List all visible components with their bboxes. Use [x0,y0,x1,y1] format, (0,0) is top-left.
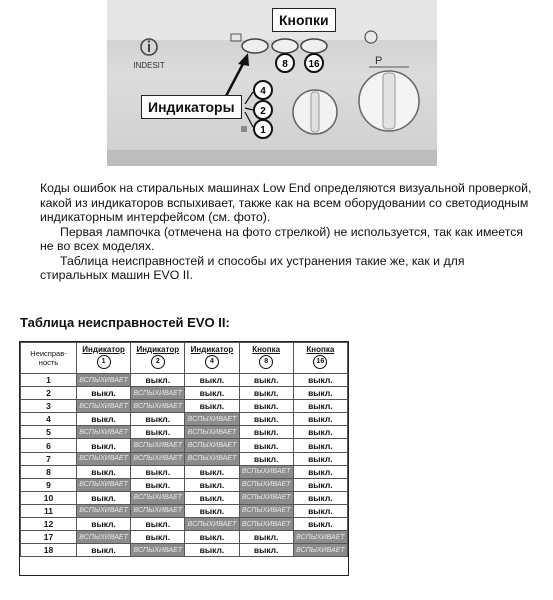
state-flash-cell: ВСПЫХИВАЕТ [131,504,185,517]
table-row [21,413,348,426]
state-off-cell: выкл. [293,452,347,465]
state-flash-cell: ВСПЫХИВАЕТ [239,478,293,491]
table-row [21,387,348,400]
state-off-cell: выкл. [185,387,239,400]
state-flash-cell: ВСПЫХИВАЕТ [239,504,293,517]
callout-indicators: Индикаторы [141,95,242,119]
state-flash-cell: ВСПЫХИВАЕТ [185,426,239,439]
state-off-cell: выкл. [185,478,239,491]
fault-code-cell: 11 [21,504,77,517]
state-flash-cell: ВСПЫХИВАЕТ [239,518,293,531]
state-off-cell: выкл. [77,518,131,531]
table-row [21,544,348,557]
state-off-cell: выкл. [293,413,347,426]
state-off-cell: выкл. [131,531,185,544]
table-body [21,374,348,557]
state-off-cell: выкл. [293,374,347,387]
state-off-cell: выкл. [293,518,347,531]
paragraph-error-codes: Коды ошибок на стиральных машинах Low End определяются визуальной проверкой, какой из индикаторов вспыхивает, также как на всем оборудовании со светодиодным индикаторным интерфейсом (см. фото). [40,181,532,224]
table-row [21,478,348,491]
callout-buttons: Кнопки [272,8,336,32]
indicator-4-number: 4 [260,86,266,97]
fault-code-cell: 2 [21,387,77,400]
fault-code-cell: 18 [21,544,77,557]
header-number-circle: 16 [313,355,327,369]
state-off-cell: выкл. [239,544,293,557]
header-number-circle: 4 [205,355,219,369]
state-off-cell: выкл. [185,504,239,517]
state-flash-cell: ВСПЫХИВАЕТ [185,439,239,452]
state-off-cell: выкл. [185,544,239,557]
state-flash-cell: ВСПЫХИВАЕТ [131,439,185,452]
state-flash-cell: ВСПЫХИВАЕТ [77,400,131,413]
state-off-cell: выкл. [131,374,185,387]
state-off-cell: выкл. [131,465,185,478]
state-off-cell: выкл. [77,413,131,426]
state-flash-cell: ВСПЫХИВАЕТ [239,491,293,504]
state-flash-cell: ВСПЫХИВАЕТ [131,400,185,413]
state-flash-cell: ВСПЫХИВАЕТ [77,504,131,517]
table-row [21,426,348,439]
header-number-circle: 8 [259,355,273,369]
header-col-5 [293,343,347,374]
state-off-cell: выкл. [185,531,239,544]
state-flash-cell: ВСПЫХИВАЕТ [185,413,239,426]
program-letter: P [375,55,383,67]
state-off-cell: выкл. [185,374,239,387]
paragraph-evo-reference: Таблица неисправностей и способы их устранения такие же, как и для стиральных машин EVO II. [40,253,465,282]
state-off-cell: выкл. [239,413,293,426]
state-flash-cell: ВСПЫХИВАЕТ [131,387,185,400]
state-off-cell: выкл. [293,465,347,478]
state-off-cell: выкл. [239,531,293,544]
state-off-cell: выкл. [77,465,131,478]
header-label: Индикатор [190,345,234,354]
fault-code-cell: 10 [21,491,77,504]
indicator-1-number: 1 [260,125,266,136]
state-off-cell: выкл. [185,400,239,413]
state-off-cell: выкл. [185,491,239,504]
table-header-row [21,343,348,374]
state-flash-cell: ВСПЫХИВАЕТ [293,531,347,544]
state-flash-cell: ВСПЫХИВАЕТ [239,465,293,478]
fault-code-cell: 6 [21,439,77,452]
state-off-cell: выкл. [293,426,347,439]
state-off-cell: выкл. [77,544,131,557]
fault-code-cell: 8 [21,465,77,478]
table-row [21,400,348,413]
fault-code-cell: 17 [21,531,77,544]
state-off-cell: выкл. [239,374,293,387]
table-row [21,491,348,504]
washer-panel-photo [107,0,437,166]
fault-code-cell: 1 [21,374,77,387]
indicator-2-number: 2 [260,106,266,117]
paragraph-first-lamp: Первая лампочка (отмечена на фото стрелкой) не используется, так как имеется не во всех моделях. [40,224,524,253]
state-off-cell: выкл. [293,400,347,413]
button-8-number: 8 [282,59,288,70]
state-off-cell: выкл. [293,439,347,452]
power-icon [365,31,377,43]
fault-code-cell: 7 [21,452,77,465]
header-label: Кнопка [306,345,335,354]
state-off-cell: выкл. [239,452,293,465]
state-off-cell: выкл. [131,426,185,439]
description-text [40,181,535,283]
state-off-cell: выкл. [131,413,185,426]
brand-label: INDESIT [133,61,165,70]
state-off-cell: выкл. [131,518,185,531]
state-flash-cell: ВСПЫХИВАЕТ [131,452,185,465]
header-col-2 [131,343,185,374]
state-off-cell: выкл. [77,387,131,400]
state-flash-cell: ВСПЫХИВАЕТ [293,544,347,557]
fault-code-cell: 3 [21,400,77,413]
header-label: Кнопка [252,345,281,354]
state-off-cell: выкл. [239,387,293,400]
table-row [21,531,348,544]
fault-code-cell: 5 [21,426,77,439]
table-title: Таблица неисправностей EVO II: [20,315,230,330]
state-flash-cell: ВСПЫХИВАЕТ [185,452,239,465]
state-off-cell: выкл. [77,491,131,504]
table-row [21,504,348,517]
state-off-cell: выкл. [293,478,347,491]
header-label: Индикатор [82,345,125,354]
fault-code-cell: 12 [21,518,77,531]
state-flash-cell: ВСПЫХИВАЕТ [185,518,239,531]
table-row [21,439,348,452]
state-off-cell: выкл. [293,504,347,517]
header-fault: Неисправ-ность [21,343,77,374]
button-16-number: 16 [308,59,320,70]
header-number-circle: 1 [97,355,111,369]
state-off-cell: выкл. [293,491,347,504]
table-row [21,452,348,465]
table-row [21,518,348,531]
state-flash-cell: ВСПЫХИВАЕТ [77,531,131,544]
header-label: Индикатор [136,345,180,354]
state-flash-cell: ВСПЫХИВАЕТ [77,374,131,387]
header-col-3 [185,343,239,374]
state-off-cell: выкл. [77,439,131,452]
fault-table-grid [20,342,348,557]
header-number-circle: 2 [151,355,165,369]
header-col-1 [77,343,131,374]
state-off-cell: выкл. [239,439,293,452]
table-row [21,465,348,478]
fault-code-cell: 4 [21,413,77,426]
state-flash-cell: ВСПЫХИВАЕТ [131,544,185,557]
fault-table [19,341,349,576]
state-off-cell: выкл. [293,387,347,400]
fault-code-cell: 9 [21,478,77,491]
state-flash-cell: ВСПЫХИВАЕТ [77,478,131,491]
state-off-cell: выкл. [239,426,293,439]
state-off-cell: выкл. [239,400,293,413]
state-flash-cell: ВСПЫХИВАЕТ [77,426,131,439]
state-flash-cell: ВСПЫХИВАЕТ [131,491,185,504]
table-row [21,374,348,387]
header-col-4 [239,343,293,374]
state-flash-cell: ВСПЫХИВАЕТ [77,452,131,465]
state-off-cell: выкл. [131,478,185,491]
state-off-cell: выкл. [185,465,239,478]
